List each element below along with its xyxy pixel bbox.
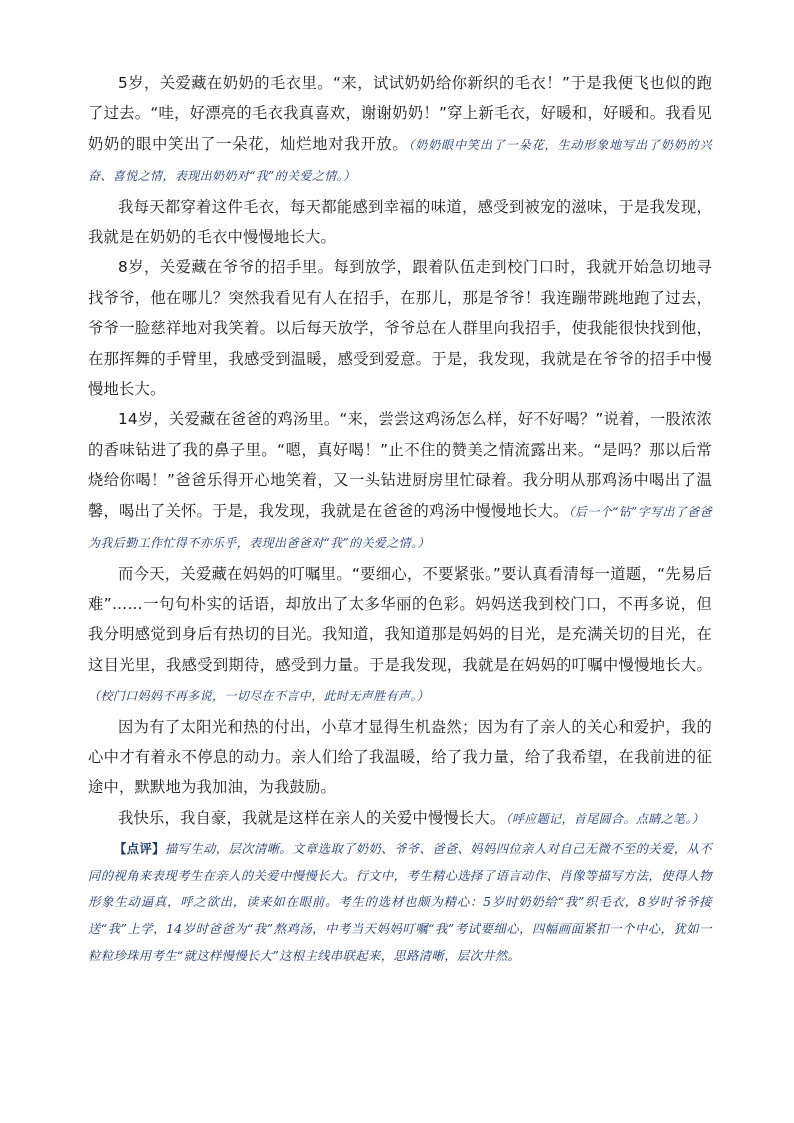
paragraph-text: 因为有了太阳光和热的付出，小草才显得生机盎然；因为有了亲人的关心和爱护，我的心中才有着永不停息的动力。亲人们给了我温暖，给了我力量，给了我希望，在我前进的征途中，默默地为我加油，为我鼓励。 [88, 717, 712, 797]
paragraph-text: 我每天都穿着这件毛衣，每天都能感到幸福的味道，感受到被宠的滋味，于是我发现，我就是在奶奶的毛衣中慢慢地长大。 [88, 197, 712, 247]
annotation-note: （奶奶眼中笑出了一朵花，生动形象地写出了奶奶的兴奋、喜悦之情，表现出奶奶对“我”的关爱之情。） [88, 137, 712, 184]
paragraph-sunlight [88, 712, 712, 803]
paragraph-dad-soup [88, 404, 712, 558]
paragraph-mom-advice [88, 559, 712, 712]
review-comment-text: 描写生动，层次清晰。文章选取了奶奶、爷爷、爸爸、妈妈四位亲人对自己无微不至的关爱，从不同的视角来表现考生在亲人的关爱中慢慢长大。行文中，考生精心选择了语言动作、肖像等描写方法，使得人物形象生动逼真，呼之欲出，读来如在眼前。考生的选材也颇为精心：5岁时奶奶给“我”织毛衣，8岁时爷爷接送“我”上学，14岁时爸爸为“我”熬鸡汤，中考当天妈妈叮嘱“我”考试要细心，四幅画面紧扣一个中心，犹如一粒粒珍珠用考生“就这样慢慢长大”这根主线串联起来，思路清晰，层次井然。 [88, 842, 713, 963]
essay-page [88, 68, 712, 969]
annotation-note: （校门口妈妈不再多说，一切尽在不言中，此时无声胜有声。） [88, 689, 430, 704]
paragraph-text: 5岁，关爱藏在奶奶的毛衣里。“来，试试奶奶给你新织的毛衣！”于是我便飞也似的跑了过去。“哇，好漂亮的毛衣我真喜欢，谢谢奶奶！”穿上新毛衣，好暖和，好暖和。我看见奶奶的眼中笑出了一朵花，灿烂地对我开放。 [88, 74, 712, 153]
annotation-note: （呼应题记，首尾圆合。点睛之笔。） [505, 811, 705, 826]
paragraph-text: 我快乐，我自豪，我就是这样在亲人的关爱中慢慢长大。 [118, 808, 506, 827]
paragraph-grandpa-wave [88, 252, 712, 404]
paragraph-text: 8岁，关爱藏在爷爷的招手里。每到放学，跟着队伍走到校门口时，我就开始急切地寻找爷爷，他在哪儿？突然我看见有人在招手，在那儿，那是爷爷！我连蹦带跳地跑了过去，爷爷一脸慈祥地对我笑着。以后每天放学，爷爷总在人群里向我招手，使我能很快找到他，在那挥舞的手臂里，我感受到温暖，感受到爱意。于是，我发现，我就是在爷爷的招手中慢慢地长大。 [88, 258, 712, 399]
paragraph-text: 而今天，关爱藏在妈妈的叮嘱里。“要细心，不要紧张。”要认真看清每一道题，“先易后难”……一句句朴实的话语，却放出了太多华丽的色彩。妈妈送我到校门口，不再多说，但我分明感觉到身后有热切的目光。我知道，我知道那是妈妈的目光，是充满关切的目光，在这目光里，我感受到期待，感受到力量。于是我发现，我就是在妈妈的叮嘱中慢慢地长大。 [88, 564, 712, 674]
review-comment [88, 836, 712, 969]
paragraph-text: 14岁，关爱藏在爸爸的鸡汤里。“来，尝尝这鸡汤怎么样，好不好喝？”说着，一股浓浓的香味钻进了我的鼻子里。“嗯，真好喝！”止不住的赞美之情流露出来。“是吗？那以后常烧给你喝！”爸爸乐得开心地笑着，又一头钻进厨房里忙碌着。我分明从那鸡汤中喝出了温馨，喝出了关怀。于是，我发现，我就是在爸爸的鸡汤中慢慢地长大。 [88, 410, 713, 520]
paragraph-grandma-sweater [88, 68, 712, 192]
review-comment-tag: 【点评】 [114, 841, 165, 857]
paragraph-conclusion [88, 803, 712, 834]
annotation-note: （后一个“钻”字写出了爸爸为我后勤工作忙得不亦乐乎，表现出爸爸对“我”的关爱之情。） [88, 504, 712, 551]
paragraph-sweater-growth [88, 192, 712, 253]
